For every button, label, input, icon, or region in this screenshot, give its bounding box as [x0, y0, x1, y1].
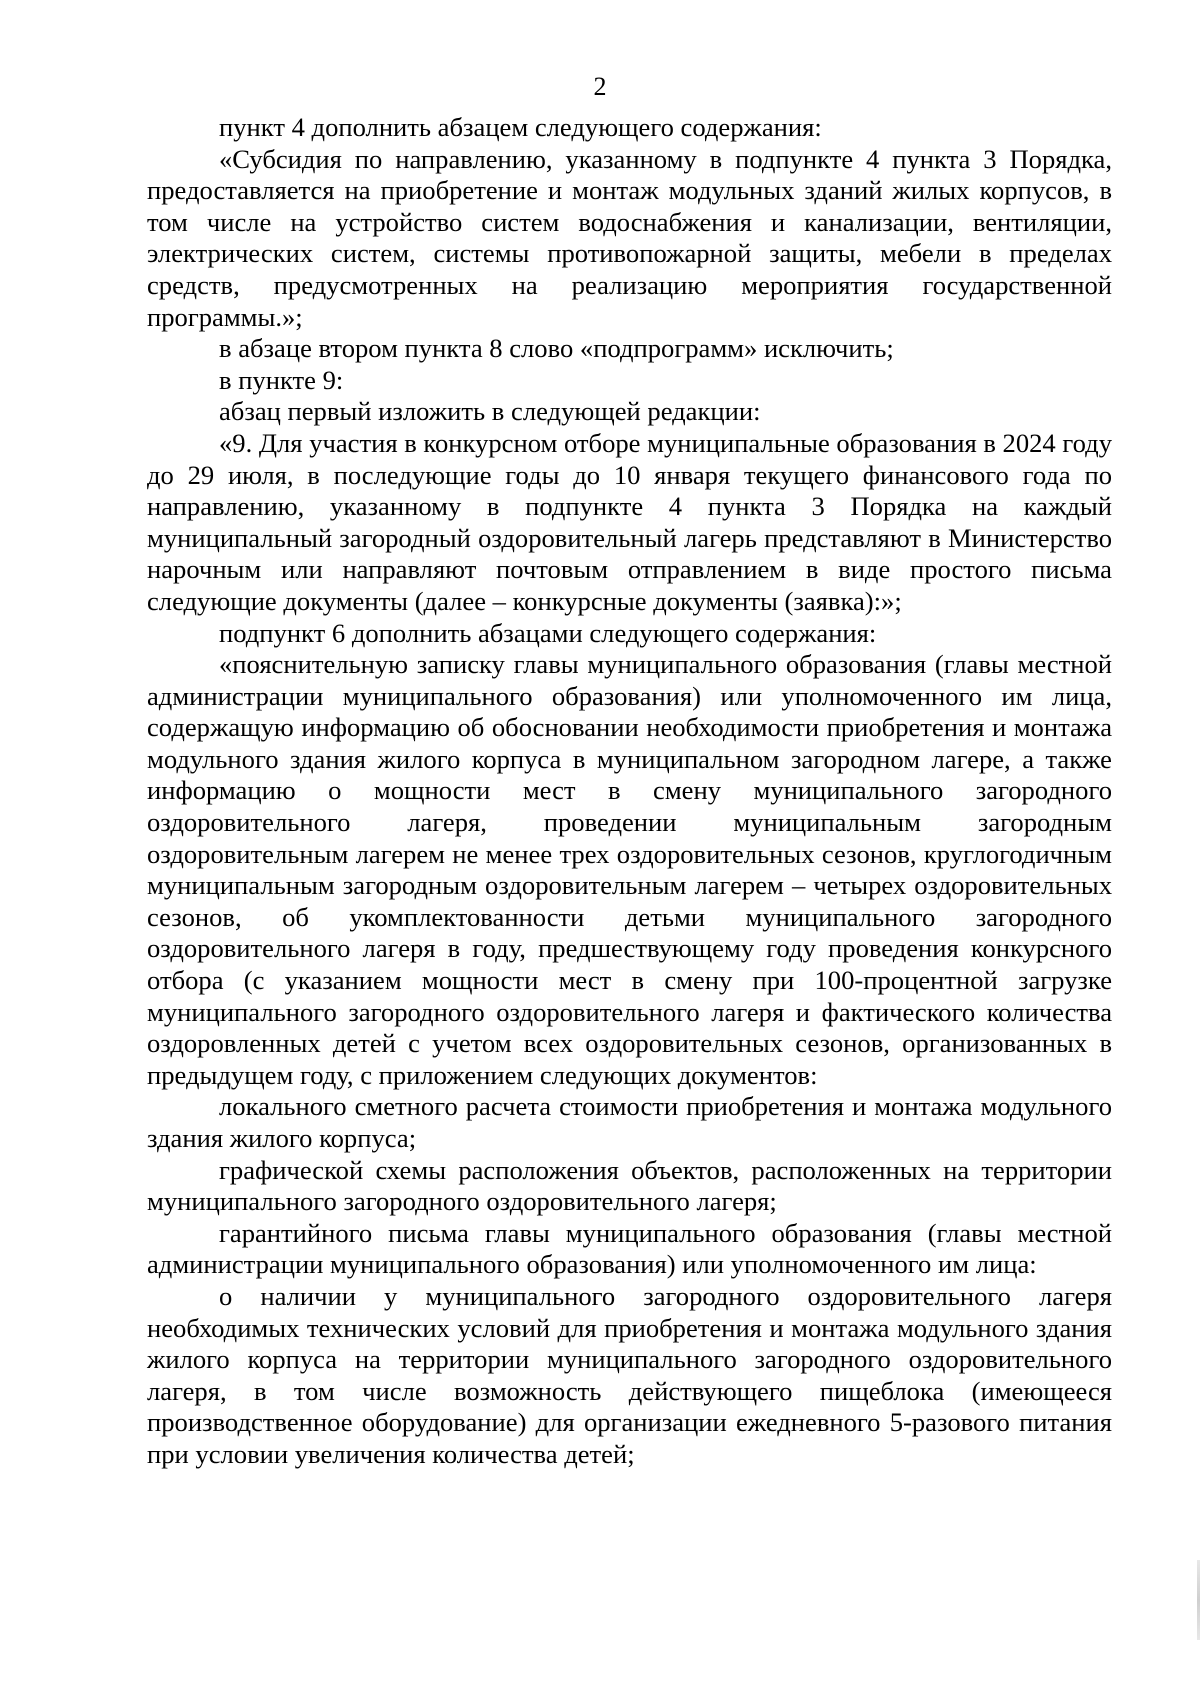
- paragraph-9: локального сметного расчета стоимости приобретения и монтажа модульного здания жилого корпуса;: [147, 1091, 1112, 1153]
- paragraph-12: о наличии у муниципального загородного оздоровительного лагеря необходимых технических условий для приобретения и монтажа модульного здания жилого корпуса на территории муниципального загородного оздоровительного лагеря, в том числе возможность действующего пищеблока (имеющееся производственное оборудование) для организации ежедневного 5-разового питания при условии увеличения количества детей;: [147, 1280, 1112, 1469]
- document-body: [147, 112, 1112, 1471]
- paragraph-4: в пункте 9:: [219, 364, 344, 395]
- paragraph-11: гарантийного письма главы муниципального образования (главы местной администрации муниципального образования) или уполномоченного им лица:: [147, 1217, 1112, 1280]
- paragraph-3: в абзаце втором пункта 8 слово «подпрограмм» исключить;: [219, 333, 894, 364]
- paragraph-7: подпункт 6 дополнить абзацами следующего содержания:: [219, 617, 877, 648]
- page-number: 2: [593, 72, 607, 101]
- paragraph-10: графической схемы расположения объектов, расположенных на территории муниципального загородного оздоровительного лагеря;: [147, 1154, 1112, 1217]
- paragraph-2: «Субсидия по направлению, указанному в подпункте 4 пункта 3 Порядка, предоставляется на приобретение и монтаж модульных зданий жилых корпусов, в том числе на устройство систем водоснабжения и канализации, вентиляции, электрических систем, системы противопожарной защиты, мебели в пределах средств, предусмотренных на реализацию мероприятия государственной программы.»;: [147, 143, 1112, 332]
- paragraph-1: пункт 4 дополнить абзацем следующего содержания:: [219, 112, 822, 142]
- paragraph-6: «9. Для участия в конкурсном отборе муниципальные образования в 2024 году до 29 июля, в последующие годы до 10 января текущего финансового года по направлению, указанному в подпункте 4 пункта 3 Порядка на каждый муниципальный загородный оздоровительный лагерь представляют в Министерство нарочным или направляют почтовым отправлением в виде простого письма следующие документы (далее – конкурсные документы (заявка):»;: [147, 427, 1112, 616]
- paragraph-8: «пояснительную записку главы муниципального образования (главы местной администрации муниципального образования) или уполномоченного им лица, содержащую информацию об обосновании необходимости приобретения и монтажа модульного здания жилого корпуса в муниципальном загородном лагере, а также информацию о мощности мест в смену муниципального загородного оздоровительного лагеря, проведении муниципальным загородным оздоровительным лагерем не менее трех оздоровительных сезонов, круглогодичным муниципальным загородным оздоровительным лагерем – четырех оздоровительных сезонов, об укомплектованности детьми муниципального загородного оздоровительного лагеря в году, предшествующему году проведения конкурсного отбора (с указанием мощности мест в смену при 100-процентной загрузке муниципального загородного оздоровительного лагеря и фактического количества оздоровленных детей с учетом всех оздоровительных сезонов, организованных в предыдущем году, с приложением следующих документов:: [147, 649, 1112, 1090]
- paragraph-5: абзац первый изложить в следующей редакции:: [219, 396, 761, 427]
